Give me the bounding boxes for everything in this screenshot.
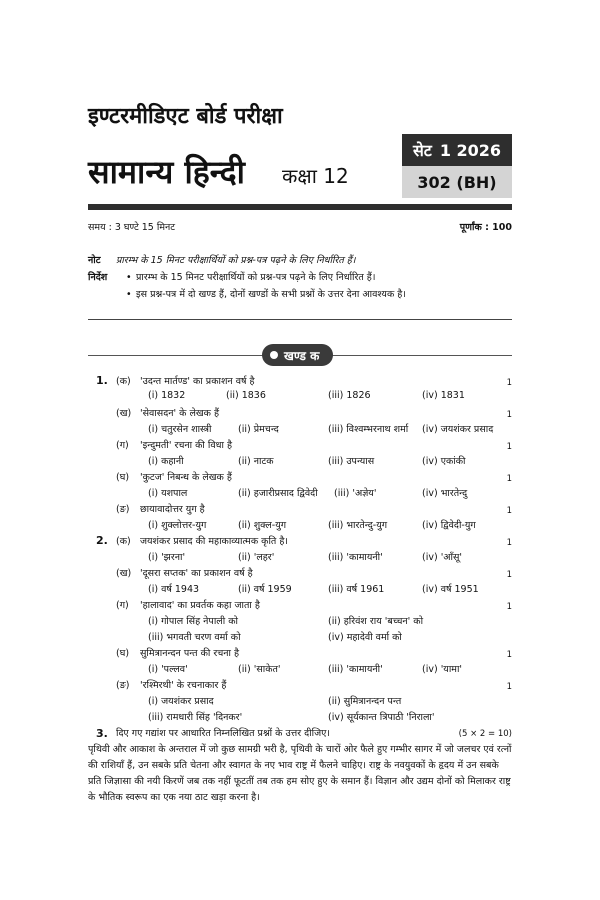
options-row: [88, 582, 512, 598]
option: (iii) 'कामायनी': [328, 552, 383, 563]
question-row: [88, 502, 512, 518]
options-row: [88, 630, 512, 646]
options-row: [88, 486, 512, 502]
option: (i) 1832: [148, 390, 186, 401]
option: (ii) हरिवंश राय 'बच्चन' को: [328, 616, 424, 627]
option: (i) वर्ष 1943: [148, 584, 200, 595]
option: (ii) 'लहर': [238, 552, 275, 563]
question-marks: 1: [506, 602, 512, 612]
section-pill: [262, 344, 333, 366]
question-text: सुमित्रानन्दन पन्त की रचना है: [140, 648, 240, 659]
option: (iv) एकांकी: [422, 456, 466, 467]
question-row: [88, 470, 512, 486]
option: (iv) 1831: [422, 390, 465, 401]
option: (ii) हजारीप्रसाद द्विवेदी: [238, 488, 318, 499]
question-marks: 1: [506, 538, 512, 548]
max-marks: पूर्णांक : 100: [459, 222, 512, 233]
question-row: [88, 726, 512, 742]
exam-title: इण्टरमीडिएट बोर्ड परीक्षा: [88, 104, 283, 129]
option: (ii) 1836: [226, 390, 266, 401]
option: (iv) जयशंकर प्रसाद: [422, 424, 494, 435]
options-row: [88, 518, 512, 534]
option: (iii) 1826: [328, 390, 371, 401]
section-header: [88, 344, 512, 366]
question-marks: 1: [506, 570, 512, 580]
header-divider: [88, 204, 512, 210]
question-3: [88, 726, 512, 806]
option: (iv) महादेवी वर्मा को: [328, 632, 402, 643]
option: (iii) भारतेन्दु-युग: [328, 520, 388, 531]
options-row: [88, 710, 512, 726]
question-text: 'दूसरा सप्तक' का प्रकाशन वर्ष है: [140, 568, 253, 579]
option: (ii) वर्ष 1959: [238, 584, 292, 595]
option: (ii) शुक्ल-युग: [238, 520, 287, 531]
option: (i) यशपाल: [148, 488, 188, 499]
notes-divider: [88, 319, 512, 320]
question-text: छायावादोत्तर युग है: [140, 504, 205, 515]
question-row: [88, 598, 512, 614]
question-number: 1.: [96, 374, 108, 387]
subquestion-label: (क): [116, 536, 131, 547]
option: (ii) 'साकेत': [238, 664, 281, 675]
question-marks: 1: [506, 442, 512, 452]
note-label: नोट: [88, 255, 101, 266]
question-number: 2.: [96, 534, 108, 547]
question-text: 'इन्दुमती' रचना की विधा है: [140, 440, 233, 451]
class-label: कक्षा 12: [282, 164, 349, 188]
option: (iii) विश्वम्भरनाथ शर्मा: [328, 424, 409, 435]
question-text: जयशंकर प्रसाद की महाकाव्यात्मक कृति है।: [140, 536, 289, 547]
subquestion-label: (ख): [116, 408, 132, 419]
subquestion-label: (ङ): [116, 504, 130, 515]
time-info: समय : 3 घण्टे 15 मिनट: [88, 222, 176, 233]
option: (i) गोपाल सिंह नेपाली को: [148, 616, 238, 627]
question-text: 'उदन्त मार्तण्ड' का प्रकाशन वर्ष है: [140, 376, 255, 387]
question-marks: 1: [506, 410, 512, 420]
question-text: 'रश्मिरथी' के रचनाकार हैं: [140, 680, 227, 691]
set-value: 1 2026: [439, 140, 502, 160]
question-marks: 1: [506, 506, 512, 516]
option: (iv) वर्ष 1951: [422, 584, 479, 595]
question-marks: 1: [506, 650, 512, 660]
options-row: [88, 390, 512, 406]
option: (iv) सूर्यकान्त त्रिपाठी 'निराला': [328, 712, 435, 723]
option: (iii) 'कामायनी': [328, 664, 383, 675]
question-row: [88, 406, 512, 422]
bullet-icon: [270, 351, 278, 359]
instruction-item: इस प्रश्न-पत्र में दो खण्ड हैं, दोनों खण्डों के सभी प्रश्नों के उत्तर देना आवश्यक है।: [136, 289, 406, 300]
question-row: [88, 374, 512, 390]
set-badge: [402, 134, 512, 166]
options-row: [88, 550, 512, 566]
instructions-label: निर्देश: [88, 272, 108, 283]
notes-block: [88, 252, 512, 303]
option: (i) कहानी: [148, 456, 184, 467]
options-row: [88, 422, 512, 438]
instruction-item: प्रारम्भ के 15 मिनट परीक्षार्थियों को प्रश्न-पत्र पढ़ने के लिए निर्धारित हैं।: [136, 272, 376, 283]
option: (iii) उपन्यास: [328, 456, 375, 467]
subquestion-label: (घ): [116, 472, 130, 483]
option: (iii) वर्ष 1961: [328, 584, 385, 595]
bullet-icon: •: [126, 272, 132, 283]
subquestion-label: (क): [116, 376, 131, 387]
option: (ii) नाटक: [238, 456, 274, 467]
option: (iii) भगवती चरण वर्मा को: [148, 632, 241, 643]
option: (iv) 'यामा': [422, 664, 463, 675]
paper-code-badge: 302 (BH): [402, 166, 512, 198]
question-row: [88, 678, 512, 694]
question-number: 3.: [96, 727, 108, 740]
bullet-icon: •: [126, 289, 132, 300]
options-row: [88, 454, 512, 470]
option: (i) 'झरना': [148, 552, 186, 563]
question-marks: 1: [506, 682, 512, 692]
subject-title: सामान्य हिन्दी: [88, 153, 245, 191]
option: (ii) सुमित्रानन्दन पन्त: [328, 696, 402, 707]
question-text: 'कुटज' निबन्ध के लेखक हैं: [140, 472, 232, 483]
options-row: [88, 694, 512, 710]
options-row: [88, 614, 512, 630]
question-marks: 1: [506, 474, 512, 484]
subquestion-label: (ग): [116, 600, 129, 611]
set-label: सेट: [412, 141, 432, 160]
question-row: [88, 566, 512, 582]
subquestion-label: (घ): [116, 648, 130, 659]
option: (iv) भारतेन्दु: [422, 488, 468, 499]
option: (i) 'पल्लव': [148, 664, 188, 675]
option: (i) जयशंकर प्रसाद: [148, 696, 214, 707]
subquestion-label: (ख): [116, 568, 132, 579]
question-row: [88, 534, 512, 550]
question-text: 'हालावाद' का प्रवर्तक कहा जाता है: [140, 600, 260, 611]
option: (i) चतुरसेन शास्त्री: [148, 424, 212, 435]
question-text: 'सेवासदन' के लेखक हैं: [140, 408, 220, 419]
options-row: [88, 662, 512, 678]
option: (iv) द्विवेदी-युग: [422, 520, 476, 531]
passage-text: पृथिवी और आकाश के अन्तराल में जो कुछ सामग्री भरी है, पृथिवी के चारों ओर फैले हुए गम्भीर सागर में जो जलचर एवं रत्नों की राशियाँ हैं, उन सबके प्रति चेतना और स्वागत के नए भाव राष्ट्र में फैलने चाहिए। राष्ट्र के नवयुवकों के हृदय में उन सबके प्रति जिज्ञासा की नयी किरणें जब तक नहीं फूटतीं तब तक हम सोए हुए के समान हैं। विज्ञान और उद्यम दोनों को मिलाकर राष्ट्र के भौतिक स्वरूप का एक नया ठाट खड़ा करना है।: [88, 744, 512, 803]
note-text: प्रारम्भ के 15 मिनट परीक्षार्थियों को प्रश्न-पत्र पढ़ने के लिए निर्धारित हैं।: [116, 255, 356, 266]
option: (ii) प्रेमचन्द: [238, 424, 279, 435]
option: (i) शुक्लोत्तर-युग: [148, 520, 207, 531]
question-row: [88, 438, 512, 454]
subquestion-label: (ङ): [116, 680, 130, 691]
question-row: [88, 646, 512, 662]
option: (iv) 'आँसू': [422, 552, 463, 563]
questions-area: [88, 374, 512, 726]
option: (iii) रामधारी सिंह 'दिनकर': [148, 712, 243, 723]
section-title: खण्ड क: [284, 348, 320, 363]
question-marks: (5 × 2 = 10): [458, 729, 512, 739]
subquestion-label: (ग): [116, 440, 129, 451]
option: (iii) 'अज्ञेय': [334, 488, 377, 499]
question-marks: 1: [506, 378, 512, 388]
question-text: दिए गए गद्यांश पर आधारित निम्नलिखित प्रश्नों के उत्तर दीजिए।: [116, 728, 331, 739]
